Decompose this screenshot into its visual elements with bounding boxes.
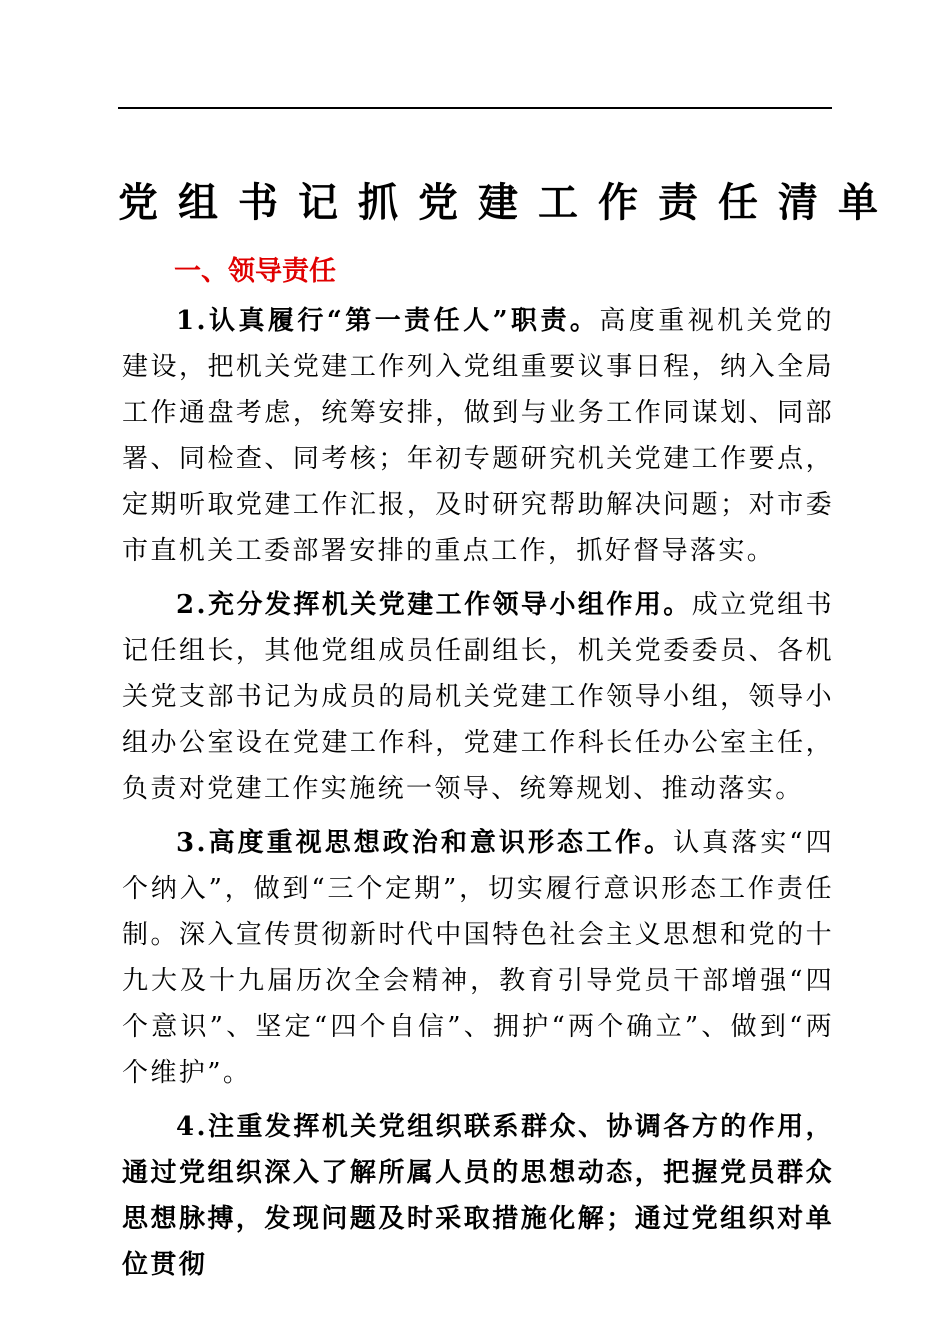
section-heading: 一、领导责任: [174, 256, 336, 287]
paragraph-4-lead: 4.注重发挥机关党组织联系群众、协调各方的作用，通过党组织深入了解所属人员的思想动态，把握党员群众思想脉搏，发现问题及时采取措施化解；通过党组织对单位贯彻: [122, 1112, 834, 1280]
paragraph-3-lead: 3.高度重视思想政治和意识形态工作。: [176, 828, 674, 858]
paragraph-2-text: 成立党组书记任组长，其他党组成员任副组长，机关党委委员、各机关党支部书记为成员的局机关党建工作领导小组，领导小组办公室设在党建工作科，党建工作科长任办公室主任，负责对党建工作实施统一领导、统筹规划、推动落实。: [122, 590, 834, 804]
paragraph-3-text: 认真落实“四个纳入”，做到“三个定期”，切实履行意识形态工作责任制。深入宣传贯彻新时代中国特色社会主义思想和党的十九大及十九届历次全会精神，教育引导党员干部增强“四个意识”、坚定“四个自信”、拥护“两个确立”、做到“两个维护”。: [122, 828, 834, 1088]
paragraph-1: [122, 298, 834, 574]
document-body: [122, 298, 834, 1296]
paragraph-1-lead: 1.认真履行“第一责任人”职责。: [176, 306, 600, 336]
paragraph-4: [122, 1104, 834, 1288]
paragraph-2: [122, 582, 834, 812]
paragraph-3: [122, 820, 834, 1096]
paragraph-2-lead: 2.充分发挥机关党建工作领导小组作用。: [176, 590, 692, 620]
header-rule: [118, 107, 832, 109]
paragraph-1-text: 高度重视机关党的建设，把机关党建工作列入党组重要议事日程，纳入全局工作通盘考虑，统筹安排，做到与业务工作同谋划、同部署、同检查、同考核；年初专题研究机关党建工作要点，定期听取党建工作汇报，及时研究帮助解决问题；对市委市直机关工委部署安排的重点工作，抓好督导落实。: [122, 306, 835, 566]
document-title: 党组书记抓党建工作责任清单: [118, 179, 898, 226]
